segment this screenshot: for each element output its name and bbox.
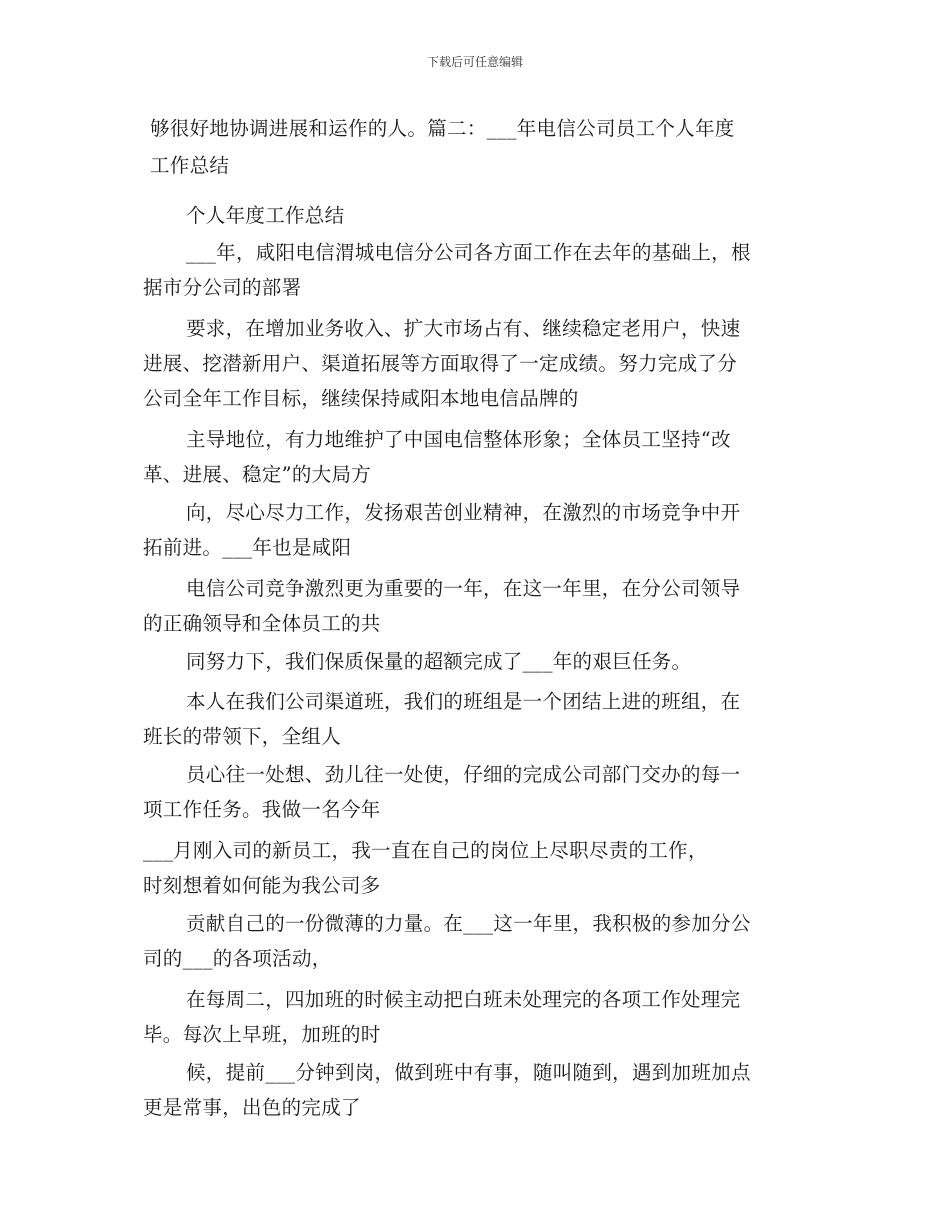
section-heading: 个人年度工作总结 <box>186 204 345 227</box>
text-line: 拓前进。___年也是咸阳 <box>143 536 352 559</box>
text-line: 员心往一处想、劲儿往一处使，仔细的完成公司部门交办的每一 <box>186 763 741 786</box>
text-line: 电信公司竞争激烈更为重要的一年，在这一年里，在分公司领导 <box>186 577 741 600</box>
text-line: 司的___的各项活动， <box>143 947 332 970</box>
text-line: 贡献自己的一份微薄的力量。在___这一年里，我积极的参加分公 <box>186 912 751 935</box>
text-line: 向，尽心尽力工作，发扬艰苦创业精神，在激烈的市场竞争中开 <box>186 501 741 524</box>
text-line: 要求，在增加业务收入、扩大市场占有、继续稳定老用户，快速 <box>186 317 741 340</box>
page-header: 下载后可任意编辑 <box>426 55 523 69</box>
text-line: ___年，咸阳电信渭城电信分公司各方面工作在去年的基础上，根 <box>186 241 751 264</box>
text-line: 工作总结 <box>150 154 230 177</box>
text-line: ___月刚入司的新员工，我一直在自己的岗位上尽职尽责的工作， <box>143 839 708 862</box>
text-line: 的正确领导和全体员工的共 <box>143 612 381 635</box>
text-line: 据市分公司的部署 <box>143 276 302 299</box>
text-line: 更是常事，出色的完成了 <box>143 1096 361 1119</box>
text-line: 班长的带领下，全组人 <box>143 725 342 748</box>
text-line: 在每周二，四加班的时候主动把白班未处理完的各项工作处理完 <box>186 988 741 1011</box>
text-line: 候，提前___分钟到岗，做到班中有事，随叫随到，遇到加班加点 <box>186 1061 751 1084</box>
text-line: 时刻想着如何能为我公司多 <box>143 874 381 897</box>
text-line: 进展、挖潜新用户、渠道拓展等方面取得了一定成绩。努力完成了分 <box>143 352 738 375</box>
text-line: 同努力下，我们保质保量的超额完成了___年的艰巨任务。 <box>186 650 692 673</box>
text-line: 主导地位，有力地维护了中国电信整体形象；全体员工坚持“改 <box>186 428 731 451</box>
text-line: 毕。每次上早班，加班的时 <box>143 1023 381 1046</box>
text-line: 项工作任务。我做一名今年 <box>143 798 381 821</box>
text-line: 革、进展、稳定”的大局方 <box>143 463 372 486</box>
text-line: 够很好地协调进展和运作的人。篇二：___年电信公司员工个人年度 <box>150 117 735 140</box>
text-line: 公司全年工作目标，继续保持咸阳本地电信品牌的 <box>143 387 579 410</box>
text-line: 本人在我们公司渠道班，我们的班组是一个团结上进的班组，在 <box>186 690 741 713</box>
